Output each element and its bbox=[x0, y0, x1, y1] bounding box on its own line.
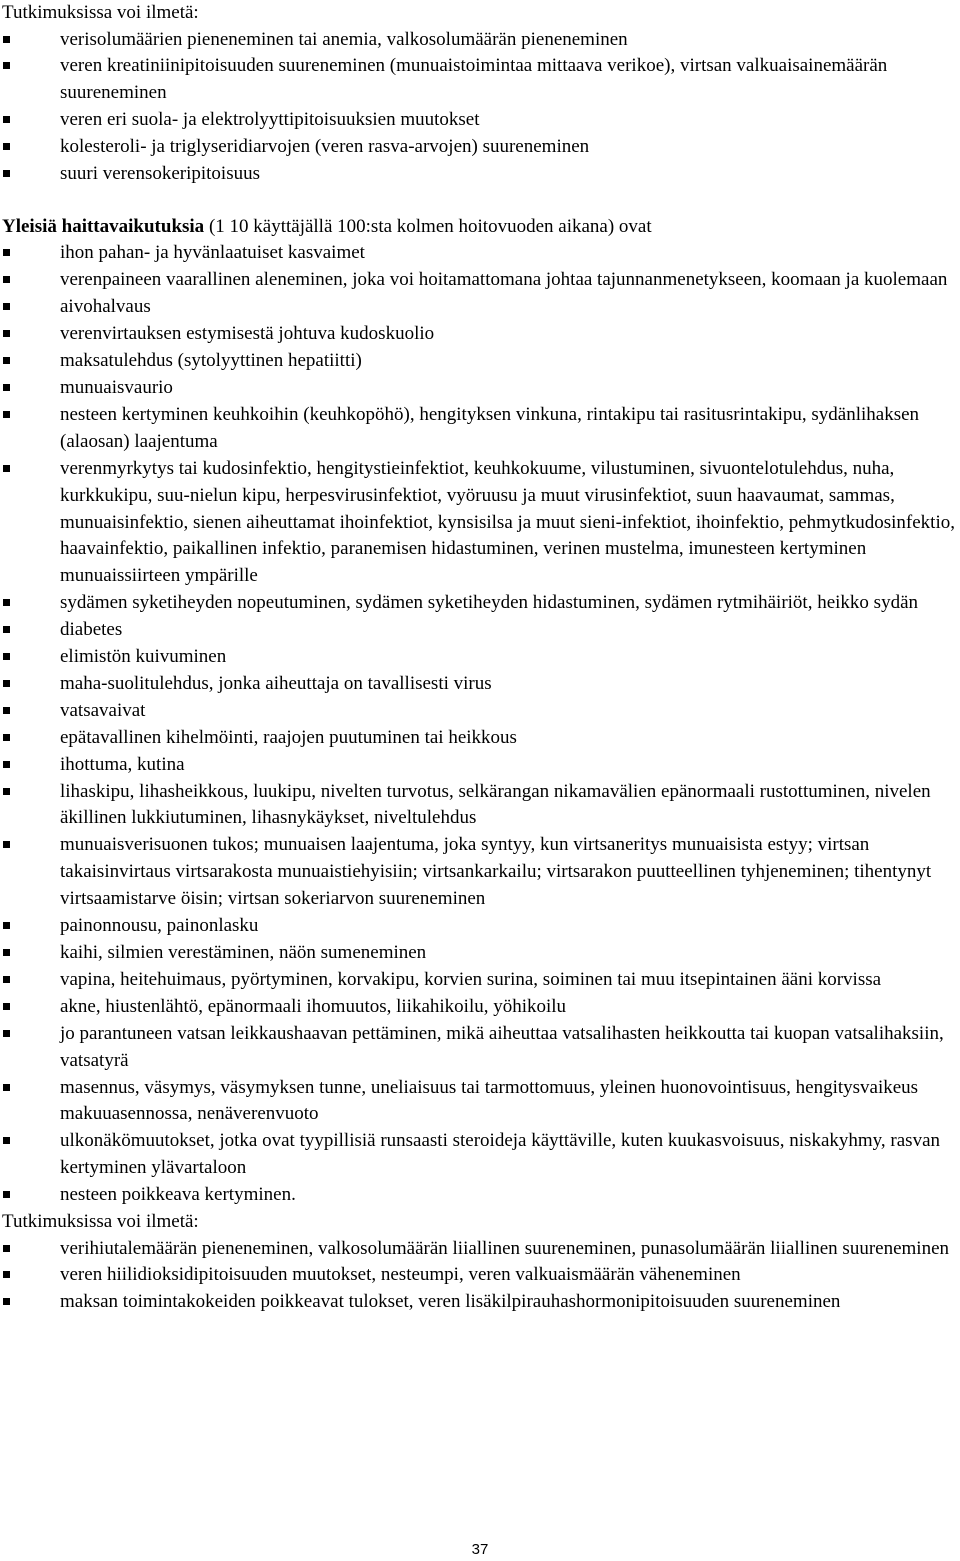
square-bullet-icon bbox=[3, 1084, 10, 1091]
heading-rest-text: (1 10 käyttäjällä 100:sta kolmen hoitovuoden aikana) ovat bbox=[204, 215, 652, 237]
list-item bbox=[2, 725, 958, 752]
square-bullet-icon bbox=[3, 330, 10, 337]
square-bullet-icon bbox=[3, 276, 10, 283]
square-bullet-icon bbox=[3, 36, 10, 43]
list-item-text: veren hiilidioksidipitoisuuden muutokset, nesteumpi, veren valkuaismäärän väheneminen bbox=[60, 1264, 741, 1286]
list-item-text: vatsavaivat bbox=[60, 699, 146, 721]
list-item bbox=[2, 1236, 958, 1263]
list-item-text: elimistön kuivuminen bbox=[60, 646, 227, 668]
square-bullet-icon bbox=[3, 599, 10, 606]
square-bullet-icon bbox=[3, 949, 10, 956]
list-item-text: veren eri suola- ja elektrolyyttipitoisuuksien muutokset bbox=[60, 109, 480, 131]
list-item bbox=[2, 698, 958, 725]
square-bullet-icon bbox=[3, 922, 10, 929]
square-bullet-icon bbox=[3, 1245, 10, 1252]
section-spacer bbox=[2, 188, 958, 214]
list-item-text: nesteen poikkeava kertyminen. bbox=[60, 1184, 296, 1206]
list-item bbox=[2, 240, 958, 267]
list-item bbox=[2, 456, 958, 591]
square-bullet-icon bbox=[3, 1137, 10, 1144]
list-item bbox=[2, 1075, 958, 1129]
list-item-text: veren kreatiniinipitoisuuden suureneminen (munuaistoimintaa mittaava verikoe), virtsan valkuaisainemäärän suureneminen bbox=[60, 55, 888, 104]
square-bullet-icon bbox=[3, 465, 10, 472]
list-item-text: maksatulehdus (sytolyyttinen hepatiitti) bbox=[60, 350, 362, 372]
list-item-text: lihaskipu, lihasheikkous, luukipu, nivelten turvotus, selkärangan nikamavälien epänormaali rustottuminen, nivelen äkillinen lukkiutuminen, lihasnykäykset, niveltulehdus bbox=[60, 780, 931, 829]
list-item-text: vapina, heitehuimaus, pyörtyminen, korvakipu, korvien surina, soiminen tai muu itsepintainen ääni korvissa bbox=[60, 968, 882, 990]
square-bullet-icon bbox=[3, 249, 10, 256]
list-item-text: munuaisvaurio bbox=[60, 376, 173, 398]
square-bullet-icon bbox=[3, 626, 10, 633]
list-item bbox=[2, 590, 958, 617]
list-item bbox=[2, 1128, 958, 1182]
square-bullet-icon bbox=[3, 62, 10, 69]
list-item bbox=[2, 644, 958, 671]
list-item bbox=[2, 1021, 958, 1075]
list-item-text: sydämen syketiheyden nopeutuminen, sydämen syketiheyden hidastuminen, sydämen rytmihäiriöt, heikko sydän bbox=[60, 592, 918, 614]
list-item bbox=[2, 671, 958, 698]
list-item bbox=[2, 53, 958, 107]
list-item bbox=[2, 1182, 958, 1209]
page-number: 37 bbox=[471, 1541, 489, 1558]
square-bullet-icon bbox=[3, 1191, 10, 1198]
list-item-text: munuaisverisuonen tukos; munuaisen laajentuma, joka syntyy, kun virtsaneritys munuaisista estyy; virtsan takaisinvirtaus virtsarakosta munuaistiehyisiin; virtsankarkailu; virtsarakon puutteellinen tyhjeneminen; tihentynyt virtsaamistarve öisin; virtsan sokeriarvon suureneminen bbox=[60, 834, 932, 910]
list-item bbox=[2, 1289, 958, 1316]
square-bullet-icon bbox=[3, 841, 10, 848]
list-item-text: epätavallinen kihelmöinti, raajojen puutuminen tai heikkous bbox=[60, 726, 517, 748]
square-bullet-icon bbox=[3, 707, 10, 714]
section-heading-common-side-effects bbox=[2, 214, 958, 241]
list-item-text: kolesteroli- ja triglyseridiarvojen (veren rasva-arvojen) suureneminen bbox=[60, 136, 590, 158]
list-item-text: jo parantuneen vatsan leikkaushaavan pettäminen, mikä aiheuttaa vatsalihasten heikkoutta tai kuopan vatsalihaksiin, vatsatyrä bbox=[60, 1022, 944, 1071]
list-item-text: verenvirtauksen estymisestä johtuva kudoskuolio bbox=[60, 323, 435, 345]
list-item bbox=[2, 321, 958, 348]
list-item bbox=[2, 161, 958, 188]
list-item-text: kaihi, silmien verestäminen, näön sumeneminen bbox=[60, 942, 427, 963]
square-bullet-icon bbox=[3, 303, 10, 310]
square-bullet-icon bbox=[3, 1271, 10, 1278]
square-bullet-icon bbox=[3, 1030, 10, 1037]
list-item bbox=[2, 1262, 958, 1289]
square-bullet-icon bbox=[3, 1298, 10, 1305]
test-results-list-2 bbox=[2, 1236, 958, 1317]
list-item bbox=[2, 375, 958, 402]
square-bullet-icon bbox=[3, 384, 10, 391]
square-bullet-icon bbox=[3, 411, 10, 418]
list-item bbox=[2, 832, 958, 913]
square-bullet-icon bbox=[3, 734, 10, 741]
list-item-text: maksan toimintakokeiden poikkeavat tulokset, veren lisäkilpirauhashormonipitoisuuden suureneminen bbox=[60, 1291, 841, 1313]
list-item-text: nesteen kertyminen keuhkoihin (keuhkopöhö), hengityksen vinkuna, rintakipu tai rasitusrintakipu, sydänlihaksen (alaosan) laajentuma bbox=[60, 403, 920, 452]
square-bullet-icon bbox=[3, 788, 10, 795]
list-item bbox=[2, 294, 958, 321]
test-results-list bbox=[2, 27, 958, 188]
square-bullet-icon bbox=[3, 976, 10, 983]
square-bullet-icon bbox=[3, 1003, 10, 1010]
square-bullet-icon bbox=[3, 653, 10, 660]
heading-bold-text: Yleisiä haittavaikutuksia bbox=[2, 215, 205, 237]
list-item-text: ihottuma, kutina bbox=[60, 753, 185, 775]
list-item bbox=[2, 940, 958, 967]
common-side-effects-list bbox=[2, 240, 958, 1209]
list-item bbox=[2, 752, 958, 779]
list-item bbox=[2, 402, 958, 456]
list-item-text: akne, hiustenlähtö, epänormaali ihomuutos, liikahikoilu, yöhikoilu bbox=[60, 995, 567, 1017]
list-item bbox=[2, 967, 958, 994]
list-item bbox=[2, 617, 958, 644]
square-bullet-icon bbox=[3, 680, 10, 687]
section-heading-test-results-2: Tutkimuksissa voi ilmetä: bbox=[2, 1211, 199, 1233]
list-item-text: diabetes bbox=[60, 619, 123, 641]
list-item-text: verihiutalemäärän pieneneminen, valkosolumäärän liiallinen suureneminen, punasolumäärän liiallinen suureneminen bbox=[60, 1237, 950, 1259]
list-item bbox=[2, 779, 958, 833]
list-item-text: suuri verensokeripitoisuus bbox=[60, 163, 261, 185]
list-item bbox=[2, 134, 958, 161]
list-item-text: verenpaineen vaarallinen aleneminen, joka voi hoitamattomana johtaa tajunnanmenetykseen, koomaan ja kuolemaan bbox=[60, 269, 948, 291]
list-item-text: ihon pahan- ja hyvänlaatuiset kasvaimet bbox=[60, 242, 365, 264]
list-item-text: maha-suolitulehdus, jonka aiheuttaja on tavallisesti virus bbox=[60, 672, 492, 694]
list-item bbox=[2, 994, 958, 1021]
list-item-text: ulkonäkömuutokset, jotka ovat tyypillisiä runsaasti steroideja käyttäville, kuten kuukasvoisuus, niskakyhmy, rasvan kertyminen ylävartaloon bbox=[60, 1130, 941, 1179]
list-item bbox=[2, 348, 958, 375]
list-item-text: painonnousu, painonlasku bbox=[60, 915, 259, 937]
list-item-text: aivohalvaus bbox=[60, 296, 151, 318]
list-item bbox=[2, 27, 958, 54]
square-bullet-icon bbox=[3, 116, 10, 123]
square-bullet-icon bbox=[3, 143, 10, 150]
list-item bbox=[2, 267, 958, 294]
square-bullet-icon bbox=[3, 761, 10, 768]
list-item-text: verisolumäärien pieneneminen tai anemia, valkosolumäärän pieneneminen bbox=[60, 28, 628, 50]
square-bullet-icon bbox=[3, 357, 10, 364]
list-item bbox=[2, 107, 958, 134]
section-heading-test-results: Tutkimuksissa voi ilmetä: bbox=[2, 2, 199, 23]
list-item-text: masennus, väsymys, väsymyksen tunne, uneliaisuus tai tarmottomuus, yleinen huonovointisuus, hengitysvaikeus makuuasennossa, nenäverenvuoto bbox=[60, 1076, 919, 1125]
page-content bbox=[2, 0, 958, 1316]
square-bullet-icon bbox=[3, 170, 10, 177]
list-item bbox=[2, 913, 958, 940]
list-item-text: verenmyrkytys tai kudosinfektio, hengitystieinfektiot, keuhkokuume, vilustuminen, sivuontelotulehdus, nuha, kurkkukipu, suu-nielun kipu, herpesvirusinfektiot, vyöruusu ja muut virusinfektiot, suun haavaumat, sammas, munuaisinfektio, sienen aiheuttamat ihoinfektiot, kynsisilsa ja muut sieni-infektiot, ihoinfektio, pehmytkudosinfektio, haavainfektio, paikallinen infektio, paranemisen hidastuminen, verinen mustelma, imunesteen kertyminen munuaissiirteen ympärille bbox=[60, 457, 955, 587]
